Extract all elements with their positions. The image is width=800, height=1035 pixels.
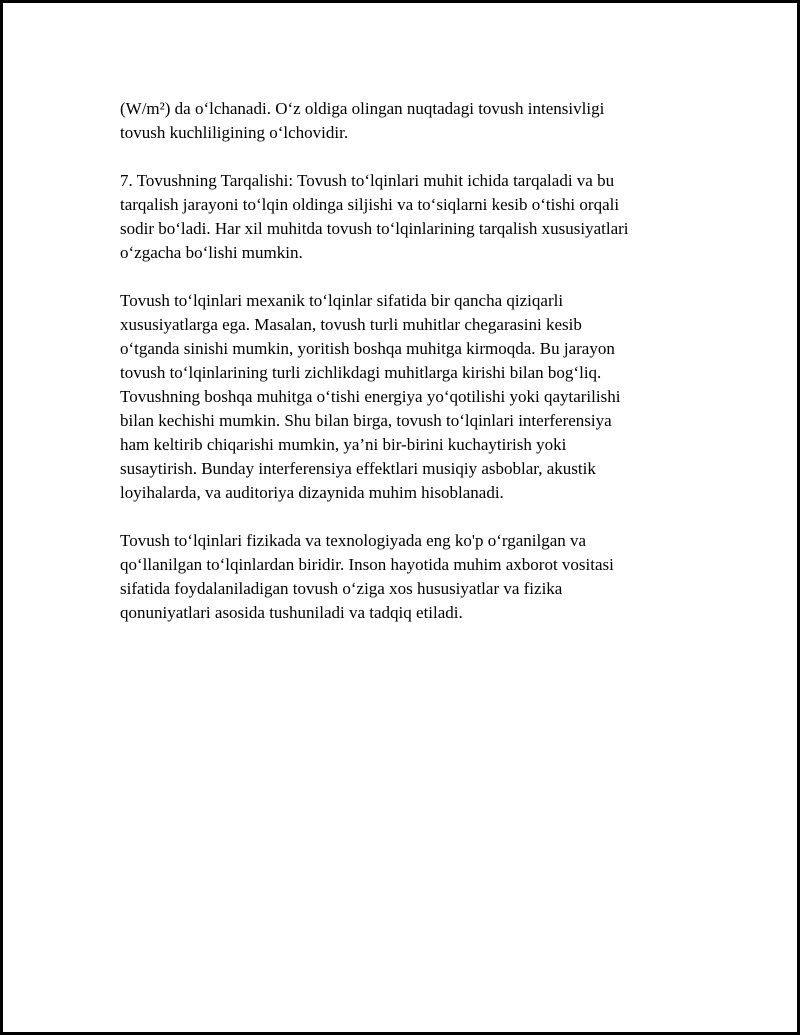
document-body	[120, 97, 680, 649]
paragraph-intensity: (W/m²) da o‘lchanadi. O‘z oldiga olingan nuqtadagi tovush intensivligi tovush kuchliligining o‘lchovidir.	[120, 99, 605, 142]
paragraph-conclusion: Tovush to‘lqinlari fizikada va texnologiyada eng ko'p o‘rganilgan va qo‘llanilgan to‘lqinlardan biridir. Inson hayotida muhim axborot vositasi sifatida foydalaniladigan tovush o‘ziga xos hususiyatlar va fizika qonuniyatlari asosida tushuniladi va tadqiq etiladi.	[120, 531, 614, 622]
paragraph-mechanical-properties: Tovush to‘lqinlari mexanik to‘lqinlar sifatida bir qancha qiziqarli xususiyatlarga ega. Masalan, tovush turli muhitlar chegarasini kesib o‘tganda sinishi mumkin, yoritish boshqa muhitga kirmoqda. Bu jarayon tovush to‘lqinlarining turli zichlikdagi muhitlarga kirishi bilan bog‘liq. Tovushning boshqa muhitga o‘tishi energiya yo‘qotilishi yoki qaytarilishi bilan kechishi mumkin. Shu bilan birga, tovush to‘lqinlari interferensiya ham keltirib chiqarishi mumkin, ya’ni bir-birini kuchaytirish yoki susaytirish. Bunday interferensiya effektlari musiqiy asboblar, akustik loyihalarda, va auditoriya dizaynida muhim hisoblanadi.	[120, 291, 621, 502]
paragraph-propagation: 7. Tovushning Tarqalishi: Tovush to‘lqinlari muhit ichida tarqaladi va bu tarqalish jarayoni to‘lqin oldinga siljishi va to‘siqlarni kesib o‘tishi orqali sodir bo‘ladi. Har xil muhitda tovush to‘lqinlarining tarqalish xususiyatlari o‘zgacha bo‘lishi mumkin.	[120, 171, 629, 262]
